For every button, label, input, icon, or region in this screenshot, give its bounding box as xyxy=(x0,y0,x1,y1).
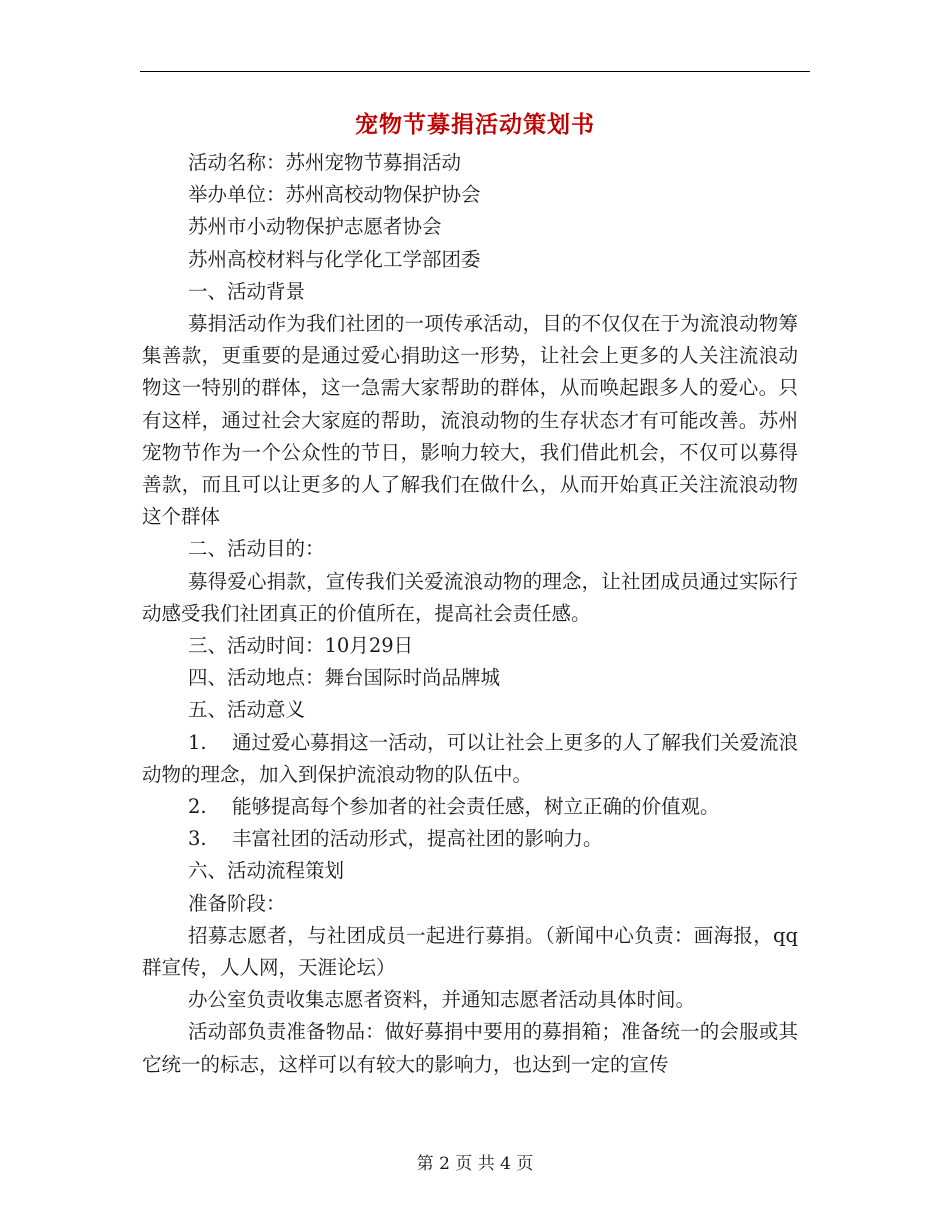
paragraph: 活动部负责准备物品：做好募捐中要用的募捐箱；准备统一的会服或其它统一的标志，这样可以有较大的影响力，也达到一定的宣传 xyxy=(142,1020,798,1076)
section-heading: 四、活动地点：舞台国际时尚品牌城 xyxy=(188,666,501,690)
paragraph: 苏州高校材料与化学化工学部团委 xyxy=(188,247,481,271)
section-heading: 六、活动流程策划 xyxy=(188,859,345,883)
section-heading: 二、活动目的： xyxy=(188,537,325,561)
paragraph: 举办单位：苏州高校动物保护协会 xyxy=(188,183,481,207)
list-item xyxy=(142,791,798,823)
list-number: 2. xyxy=(188,795,207,819)
paragraph: 准备阶段： xyxy=(188,891,286,915)
section-heading: 五、活动意义 xyxy=(188,698,306,722)
paragraph: 募捐活动作为我们社团的一项传承活动，目的不仅仅在于为流浪动物筹集善款，更重要的是通过爱心捐助这一形势，让社会上更多的人关注流浪动物这一特别的群体，这一急需大家帮助的群体，从而唤起跟多人的爱心。只有这样，通过社会大家庭的帮助，流浪动物的生存状态才有可能改善。苏州宠物节作为一个公众性的节日，影响力较大，我们借此机会，不仅可以募得善款，而且可以让更多的人了解我们在做什么，从而开始真正关注流浪动物这个群体 xyxy=(142,312,798,529)
paragraph: 招募志愿者，与社团成员一起进行募捐。（新闻中心负责：画海报，qq群宣传，人人网，天涯论坛） xyxy=(142,923,798,980)
paragraph: 苏州市小动物保护志愿者协会 xyxy=(188,215,442,239)
list-item xyxy=(142,823,798,855)
document-title: 宠物节募捐活动策划书 xyxy=(355,111,595,138)
header-rule xyxy=(140,71,810,72)
document-body xyxy=(142,147,798,1081)
paragraph: 募得爱心捐款，宣传我们关爱流浪动物的理念，让社团成员通过实际行动感受我们社团真正的价值所在，提高社会责任感。 xyxy=(142,569,798,625)
list-number: 1. xyxy=(188,730,207,754)
list-item xyxy=(142,727,798,791)
paragraph: 办公室负责收集志愿者资料，并通知志愿者活动具体时间。 xyxy=(188,988,696,1012)
list-number: 3. xyxy=(188,827,207,851)
section-heading: 三、活动时间：10月29日 xyxy=(188,634,414,658)
page-footer: 第 2 页 共 4 页 xyxy=(416,1154,534,1174)
list-text: 能够提高每个参加者的社会责任感，树立正确的价值观。 xyxy=(232,795,720,819)
list-text: 丰富社团的活动形式，提高社团的影响力。 xyxy=(232,827,603,851)
paragraph: 活动名称：苏州宠物节募捐活动 xyxy=(188,151,462,174)
list-text: 通过爱心募捐这一活动，可以让社会上更多的人了解我们关爱流浪动物的理念，加入到保护流浪动物的队伍中。 xyxy=(142,730,798,786)
section-heading: 一、活动背景 xyxy=(188,279,306,303)
